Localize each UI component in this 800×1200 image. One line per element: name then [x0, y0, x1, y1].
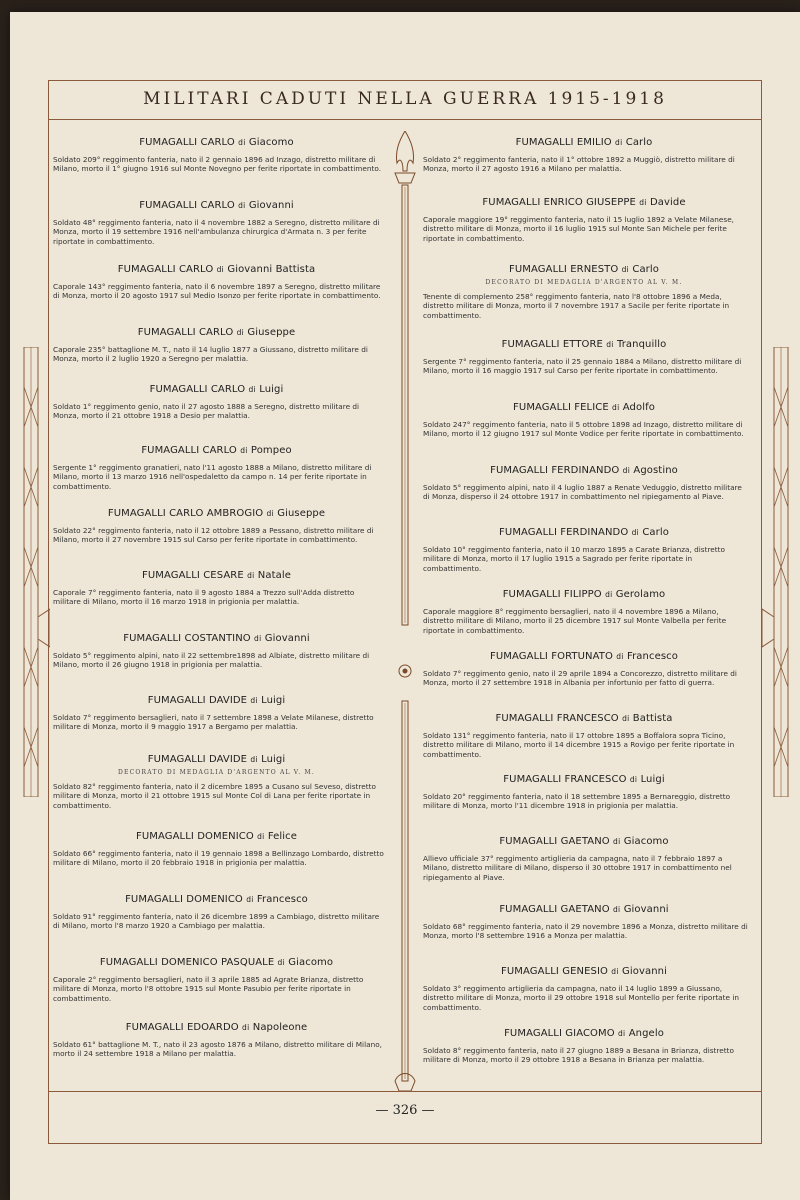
entry-description: Soldato 48° reggimento fanteria, nato il 4 novembre 1882 a Seregno, distretto militare di Monza, morto il 19 settembre 1916 nell'ambulanza chirurgica d'Armata n. 3 per ferite riportate in combattimento. — [53, 218, 380, 246]
entry-description: Soldato 7° reggimento bersaglieri, nato il 7 settembre 1898 a Velate Milanese, distretto militare di Monza, morto il 9 maggio 1917 a Bergamo per malattia. — [53, 713, 374, 732]
entry-description: Soldato 91° reggimento fanteria, nato il 26 dicembre 1899 a Cambiago, distretto militare di Milano, morto l'8 marzo 1920 a Cambiago per malattia. — [53, 912, 380, 931]
list-item — [419, 650, 749, 688]
entry-name: FUMAGALLI DOMENICO PASQUALE di Giacomo — [99, 957, 334, 968]
entry-name: FUMAGALLI FERDINANDO di Carlo — [499, 527, 669, 538]
page-title: MILITARI CADUTI NELLA GUERRA 1915-1918 — [143, 89, 667, 109]
entry-name: FUMAGALLI COSTANTINO di Giovanni — [123, 633, 310, 644]
list-item — [419, 712, 749, 759]
decoration-note: DECORATO DI MEDAGLIA D'ARGENTO AL V. M. — [485, 279, 683, 286]
entry-name: FUMAGALLI DAVIDE di Luigi — [147, 754, 286, 765]
entry-name: FUMAGALLI DAVIDE di Luigi — [147, 695, 286, 706]
list-item — [419, 526, 749, 573]
torch-ornament — [391, 131, 419, 1091]
list-item — [49, 1021, 384, 1059]
entry-description: Caporale maggiore 8° reggimento bersaglieri, nato il 4 novembre 1896 a Milano, distretto militare di Milano, morto il 25 dicembre 1917 sul Monte Valbella per ferite riportate in combattimento. — [423, 607, 727, 635]
entry-name: FUMAGALLI GAETANO di Giacomo — [499, 836, 669, 847]
list-item — [419, 401, 749, 439]
entry-description: Soldato 131° reggimento fanteria, nato il 17 ottobre 1895 a Boffalora sopra Ticino, distretto militare di Milano, morto il 14 dicembre 1915 a Rovigo per ferite riportate in combattimento. — [423, 731, 735, 759]
entry-description: Sergente 7° reggimento fanteria, nato il 25 gennaio 1884 a Milano, distretto militare di Milano, morto il 16 maggio 1917 sul Carso per ferite riportate in combattimento. — [423, 357, 742, 376]
entry-name: FUMAGALLI FILIPPO di Gerolamo — [502, 589, 666, 600]
page-number: — 326 — — [375, 1103, 435, 1118]
entry-name: FUMAGALLI ERNESTO di Carlo — [509, 264, 659, 275]
list-item — [49, 956, 384, 1003]
list-item — [49, 893, 384, 931]
entry-name: FUMAGALLI DOMENICO di Francesco — [125, 894, 308, 905]
list-item — [49, 383, 384, 421]
list-item — [419, 196, 749, 243]
entry-name: FUMAGALLI CARLO di Luigi — [149, 384, 284, 395]
entry-name: FUMAGALLI FRANCESCO di Luigi — [503, 774, 665, 785]
entry-description: Caporale maggiore 19° reggimento fanteria, nato il 15 luglio 1892 a Velate Milanese, distretto militare di Monza, morto il 16 luglio 1915 sul Monte San Michele per ferite riportate in combattimento. — [423, 215, 734, 243]
list-item — [49, 830, 384, 868]
list-item — [419, 588, 749, 635]
list-item — [49, 632, 384, 670]
decoration-note: DECORATO DI MEDAGLIA D'ARGENTO AL V. M. — [118, 769, 315, 776]
entry-name: FUMAGALLI GAETANO di Giovanni — [499, 904, 669, 915]
entry-name: FUMAGALLI DOMENICO di Felice — [135, 831, 297, 842]
list-item — [419, 1027, 749, 1065]
entry-name: FUMAGALLI FORTUNATO di Francesco — [490, 651, 678, 662]
fasces-ornament-right — [762, 347, 800, 797]
entry-description: Soldato 61° battaglione M. T., nato il 23 agosto 1876 a Milano, distretto militare di Milano, morto il 24 settembre 1918 a Milano per malattia. — [53, 1040, 382, 1059]
entry-name: FUMAGALLI ENRICO GIUSEPPE di Davide — [482, 197, 686, 208]
entry-name: FUMAGALLI CARLO di Giovanni Battista — [117, 264, 316, 275]
entry-description: Soldato 1° reggimento genio, nato il 27 agosto 1888 a Seregno, distretto militare di Monza, morto il 21 ottobre 1918 a Desio per malattia. — [53, 402, 360, 421]
entry-description: Soldato 2° reggimento fanteria, nato il 1° ottobre 1892 a Muggiò, distretto militare di Monza, morto il 27 agosto 1916 a Milano per malattia. — [423, 155, 735, 174]
list-item — [49, 263, 384, 301]
entry-description: Soldato 22° reggimento fanteria, nato il 12 ottobre 1889 a Pessano, distretto militare di Milano, morto il 27 novembre 1915 sul Carso per ferite riportate in combattimento. — [53, 526, 374, 545]
entry-description: Soldato 68° reggimento fanteria, nato il 29 novembre 1896 a Monza, distretto militare di Monza, morto l'8 settembre 1916 a Monza per malattia. — [423, 922, 748, 941]
list-item — [419, 773, 749, 811]
list-item — [49, 569, 384, 607]
entry-description: Caporale 7° reggimento fanteria, nato il 9 agosto 1884 a Trezzo sull'Adda distretto militare di Milano, morto il 16 marzo 1918 in prigionia per malattia. — [53, 588, 355, 607]
footer-rule — [49, 1091, 761, 1092]
entry-name: FUMAGALLI GIACOMO di Angelo — [504, 1028, 664, 1039]
entry-description: Tenente di complemento 258° reggimento fanteria, nato l'8 ottobre 1896 a Meda, distretto militare di Monza, morto il 7 novembre 1917 a Sacile per ferite riportate in combattimento. — [423, 292, 730, 320]
entry-description: Soldato 3° reggimento artiglieria da campagna, nato il 14 luglio 1899 a Giussano, distretto militare di Monza, morto il 29 ottobre 1918 sul Montello per ferite riportate in combattimento. — [423, 984, 739, 1012]
entry-description: Caporale 235° battaglione M. T., nato il 14 luglio 1877 a Giussano, distretto militare di Monza, morto il 2 luglio 1920 a Seregno per malattia. — [53, 345, 368, 364]
entry-name: FUMAGALLI FELICE di Adolfo — [513, 402, 655, 413]
list-item — [49, 753, 384, 810]
list-item — [419, 903, 749, 941]
list-item — [49, 326, 384, 364]
entry-description: Soldato 5° reggimento alpini, nato il 4 luglio 1887 a Renate Veduggio, distretto militare di Monza, disperso il 24 ottobre 1917 in combattimento nel ripiegamento al Piave. — [423, 483, 742, 502]
list-item — [419, 965, 749, 1012]
entry-name: FUMAGALLI CARLO di Pompeo — [141, 445, 292, 456]
entry-name: FUMAGALLI CARLO di Giacomo — [139, 137, 294, 148]
entry-description: Soldato 5° reggimento alpini, nato il 22 settembre1898 ad Albiate, distretto militare di Milano, morto il 26 giugno 1918 in prigionia per malattia. — [53, 651, 370, 670]
page — [10, 12, 800, 1200]
entry-description: Soldato 7° reggimento genio, nato il 29 aprile 1894 a Concorezzo, distretto militare di Monza, morto il 27 settembre 1918 in Albania per infortunio per fatto di guerra. — [423, 669, 737, 688]
entry-name: FUMAGALLI CARLO di Giovanni — [139, 200, 294, 211]
entry-description: Soldato 66° reggimento fanteria, nato il 19 gennaio 1898 a Bellinzago Lombardo, distretto militare di Milano, morto il 20 febbraio 1918 in prigionia per malattia. — [53, 849, 384, 868]
list-item — [49, 136, 384, 174]
list-item — [419, 136, 749, 174]
entry-name: FUMAGALLI GENESIO di Giovanni — [501, 966, 667, 977]
entry-name: FUMAGALLI EMILIO di Carlo — [515, 137, 653, 148]
entry-description: Soldato 209° reggimento fanteria, nato il 2 gennaio 1896 ad Inzago, distretto militare di Milano, morto il 1° giugno 1916 sul Monte Novegno per ferite riportate in combattimento. — [53, 155, 382, 174]
list-item — [49, 199, 384, 246]
entry-description: Soldato 20° reggimento fanteria, nato il 18 settembre 1895 a Bernareggio, distretto militare di Monza, morto l'11 dicembre 1918 in prigionia per malattia. — [423, 792, 731, 811]
entry-description: Soldato 10° reggimento fanteria, nato il 10 marzo 1895 a Carate Brianza, distretto militare di Monza, morto il 17 luglio 1915 a Sagrado per ferite riportate in combattimento. — [423, 545, 725, 573]
fasces-ornament-left — [12, 347, 50, 797]
entry-description: Caporale 143° reggimento fanteria, nato il 6 novembre 1897 a Seregno, distretto militare di Monza, morto il 20 agosto 1917 sul Medio Isonzo per ferite riportate in combattimento. — [53, 282, 381, 301]
entry-name: FUMAGALLI CARLO di Giuseppe — [137, 327, 296, 338]
list-item — [49, 444, 384, 491]
entry-description: Soldato 247° reggimento fanteria, nato il 5 ottobre 1898 ad Inzago, distretto militare di Milano, morto il 12 giugno 1917 sul Monte Vodice per ferite riportate in combattimento. — [423, 420, 744, 439]
entry-name: FUMAGALLI ETTORE di Tranquillo — [501, 339, 667, 350]
list-item — [419, 263, 749, 320]
title-rule — [49, 119, 761, 120]
entry-name: FUMAGALLI EDOARDO di Napoleone — [125, 1022, 308, 1033]
entry-name: FUMAGALLI CARLO AMBROGIO di Giuseppe — [107, 508, 326, 519]
entry-description: Caporale 2° reggimento bersaglieri, nato il 3 aprile 1885 ad Agrate Brianza, distretto militare di Monza, morto l'8 ottobre 1915 sul Monte Pasubio per ferite riportate in combattimento. — [53, 975, 364, 1003]
entry-description: Soldato 8° reggimento fanteria, nato il 27 giugno 1889 a Besana in Brianza, distretto militare di Monza, morto il 29 ottobre 1918 a Besana in Brianza per malattia. — [423, 1046, 734, 1065]
entry-name: FUMAGALLI CESARE di Natale — [142, 570, 291, 581]
entry-name: FUMAGALLI FERDINANDO di Agostino — [490, 465, 678, 476]
entry-name: FUMAGALLI FRANCESCO di Battista — [495, 713, 673, 724]
list-item — [419, 464, 749, 502]
entry-description: Soldato 82° reggimento fanteria, nato il 2 dicembre 1895 a Cusano sul Seveso, distretto militare di Monza, morto il 21 ottobre 1915 sul Monte Col di Lana per ferite riportate in combattimento. — [53, 782, 376, 810]
entry-description: Sergente 1° reggimento granatieri, nato l'11 agosto 1888 a Milano, distretto militare di Milano, morto il 13 marzo 1916 nell'ospedaletto da campo n. 14 per ferite riportate in combattimento. — [53, 463, 372, 491]
entry-description: Allievo ufficiale 37° reggimento artiglieria da campagna, nato il 7 febbraio 1897 a Milano, distretto militare di Milano, disperso il 30 ottobre 1917 in combattimento nel ripiegamento al Piave. — [423, 854, 732, 882]
list-item — [49, 507, 384, 545]
list-item — [419, 338, 749, 376]
list-item — [49, 694, 384, 732]
page-frame — [48, 80, 762, 1144]
list-item — [419, 835, 749, 882]
